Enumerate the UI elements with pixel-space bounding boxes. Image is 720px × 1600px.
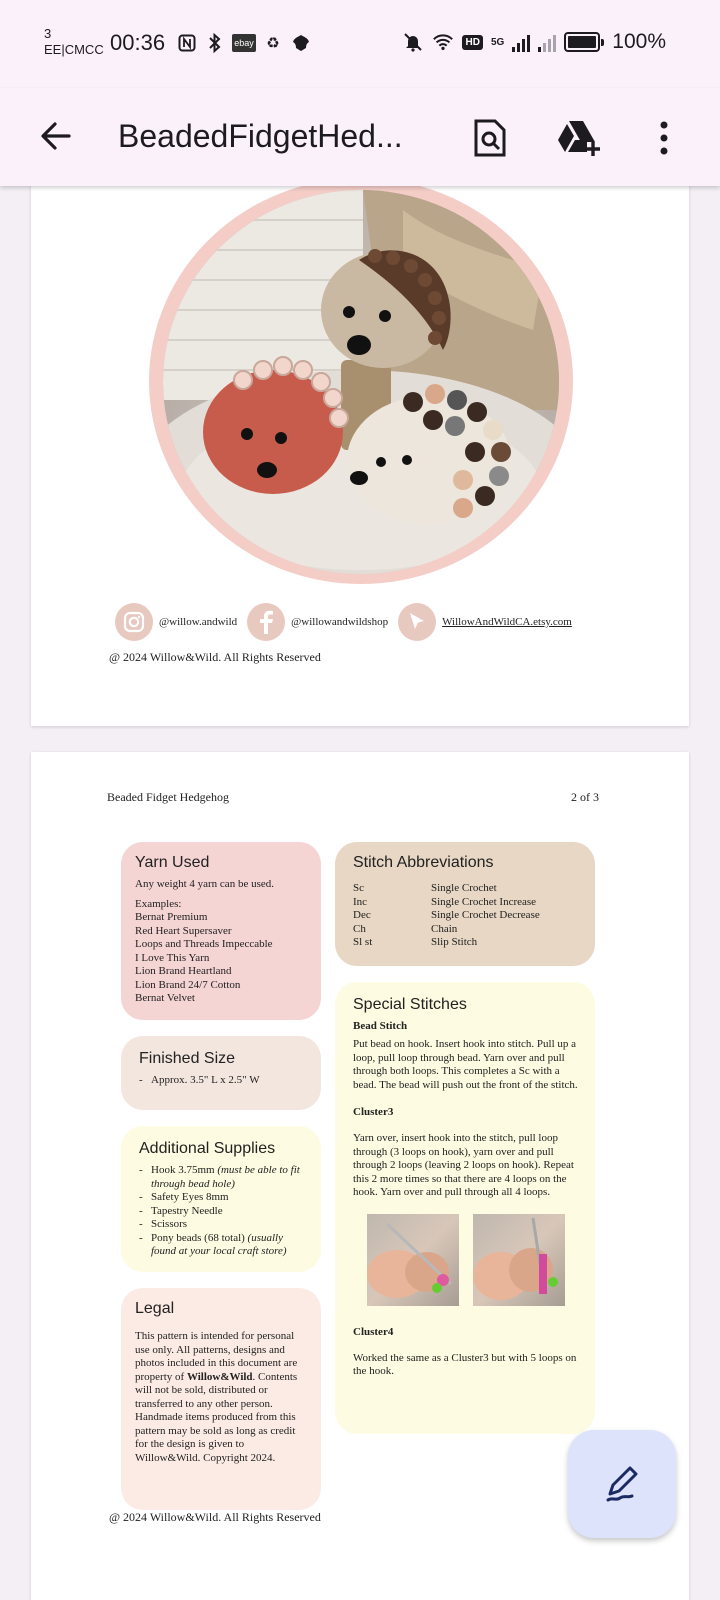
back-arrow-icon: [39, 119, 73, 153]
social-links: [115, 602, 582, 642]
mute-bell-icon: [402, 31, 424, 53]
abbreviations-table: Sc Single Crochet Inc Single Crochet Increase Dec Single Crochet Decrease Ch Chain Sl st Slip Stitch: [353, 882, 540, 948]
search-document-icon: [472, 118, 508, 158]
signal-strength-2-icon: [538, 32, 556, 52]
yarn-example: Lion Brand 24/7 Cotton: [135, 978, 241, 991]
page-header-title: Beaded Fidget Hedgehog: [107, 790, 229, 804]
legal-title: Legal: [135, 1300, 175, 1317]
supplies-list: [139, 1164, 307, 1259]
supply-item: - Pony beads (68 total) (usually found at your local craft store): [139, 1232, 307, 1259]
yarn-example: Red Heart Supersaver: [135, 924, 232, 937]
finished-size-list: [139, 1074, 307, 1088]
ebay-icon: ebay: [232, 34, 256, 52]
cluster-photo-1: [367, 1214, 459, 1306]
finished-size-card: [121, 1036, 321, 1110]
battery-percent: 100%: [612, 30, 666, 53]
hedgehogs-illustration: [163, 190, 559, 574]
document-title: BeadedFidgetHed...: [118, 118, 403, 154]
hedgehogs-photo: [163, 190, 559, 574]
cover-photo-frame: [149, 178, 573, 584]
nfc-icon: [176, 32, 198, 54]
yarn-example: Loops and Threads Impeccable: [135, 938, 273, 950]
battery-icon: [564, 32, 600, 52]
page2-copyright: @ 2024 Willow&Wild. All Rights Reserved: [109, 1510, 321, 1524]
hd-voice-badge: HD: [462, 35, 482, 50]
facebook-handle: @willowandwildshop: [291, 616, 389, 628]
yarn-used-card: [121, 842, 321, 1020]
add-to-drive-button[interactable]: [556, 114, 604, 162]
wifi-icon: [432, 31, 454, 53]
instagram-handle: @willow.andwild: [159, 616, 238, 628]
system-icons: [402, 30, 666, 54]
finished-size-title: Finished Size: [139, 1050, 236, 1067]
cluster3-title: Cluster3: [353, 1106, 394, 1118]
yarn-examples-label: Examples:: [135, 897, 182, 910]
yarn-used-title: Yarn Used: [135, 854, 210, 871]
additional-supplies-card: [121, 1126, 321, 1272]
bead-stitch-title: Bead Stitch: [353, 1020, 408, 1032]
supply-item: - Safety Eyes 8mm: [139, 1191, 307, 1205]
etsy-shop-link[interactable]: WillowAndWildCA.etsy.com: [442, 616, 572, 628]
carrier-info: 3 EE|CMCC: [44, 26, 104, 57]
yarn-example: I Love This Yarn: [135, 951, 210, 964]
special-stitches-title: Special Stitches: [353, 996, 467, 1013]
recycle-icon: ♻: [266, 35, 280, 52]
network-type: 5G: [490, 36, 505, 48]
top-app-bar: [0, 88, 720, 186]
abbreviations-title: Stitch Abbreviations: [353, 854, 494, 871]
special-stitches-card: [335, 982, 595, 1434]
back-button[interactable]: [34, 114, 78, 158]
more-options-button[interactable]: [640, 114, 688, 162]
finished-size-item: - Approx. 3.5" L x 2.5" W: [139, 1074, 307, 1088]
cluster4-text: Worked the same as a Cluster3 but with 5 loops on the hook.: [353, 1351, 577, 1377]
page-number: 2 of 3: [571, 790, 599, 804]
signal-strength-icon: [512, 32, 530, 52]
etsy-cursor-icon[interactable]: [398, 603, 436, 641]
supply-item: - Tapestry Needle: [139, 1205, 307, 1219]
page1-copyright: @ 2024 Willow&Wild. All Rights Reserved: [109, 650, 321, 664]
cluster3-text: Yarn over, insert hook into the stitch, pull loop through (3 loops on hook), yarn over and pull through 2 loops (leaving 2 loops on hook). Repeat this 2 more times so that there are 4 loops on the hook. Yarn over and pull through all 4 loops.: [353, 1132, 574, 1198]
supply-item: - Hook 3.75mm (must be able to fit through bead hole): [139, 1164, 307, 1191]
supplies-title: Additional Supplies: [139, 1140, 276, 1157]
status-bar: [0, 0, 720, 88]
pdf-page-1: [31, 150, 689, 726]
supply-item: - Scissors: [139, 1218, 307, 1232]
stitch-abbreviations-card: [335, 842, 595, 966]
yarn-example: Bernat Premium: [135, 911, 208, 923]
facebook-icon[interactable]: [247, 603, 285, 641]
legal-text: This pattern is intended for personal use only. All patterns, designs and photos included in this document are property of Willow&Wild. Contents will not be sold, distributed or transferred to any other person. Handmade items produced from this pattern may be sold as long as credit for the design is given to Willow&Wild. Copyright 2024.: [135, 1330, 298, 1464]
bank-logo-icon: [290, 32, 312, 54]
bluetooth-icon: [204, 32, 226, 54]
notification-icons: [176, 32, 312, 54]
annotate-fab-button[interactable]: [568, 1430, 676, 1538]
instagram-icon[interactable]: [115, 603, 153, 641]
edit-pen-icon: [602, 1464, 642, 1504]
find-in-document-button[interactable]: [466, 114, 514, 162]
legal-card: [121, 1288, 321, 1510]
yarn-example: Lion Brand Heartland: [135, 965, 232, 977]
cluster-photos: [367, 1214, 581, 1306]
cluster-photo-2: [473, 1214, 565, 1306]
cluster4-title: Cluster4: [353, 1325, 394, 1338]
yarn-example: Bernat Velvet: [135, 992, 195, 1004]
clock: 00:36: [110, 30, 166, 55]
more-vert-icon: [659, 120, 669, 156]
yarn-intro: Any weight 4 yarn can be used.: [135, 878, 274, 890]
bead-stitch-text: Put bead on hook. Insert hook into stitch. Pull up a loop, pull loop through bead. Yarn over and pull through both loops. This completes a Sc with a bead. The bead will push out the front of the stitch.: [353, 1038, 578, 1091]
add-to-drive-icon: [557, 118, 603, 158]
